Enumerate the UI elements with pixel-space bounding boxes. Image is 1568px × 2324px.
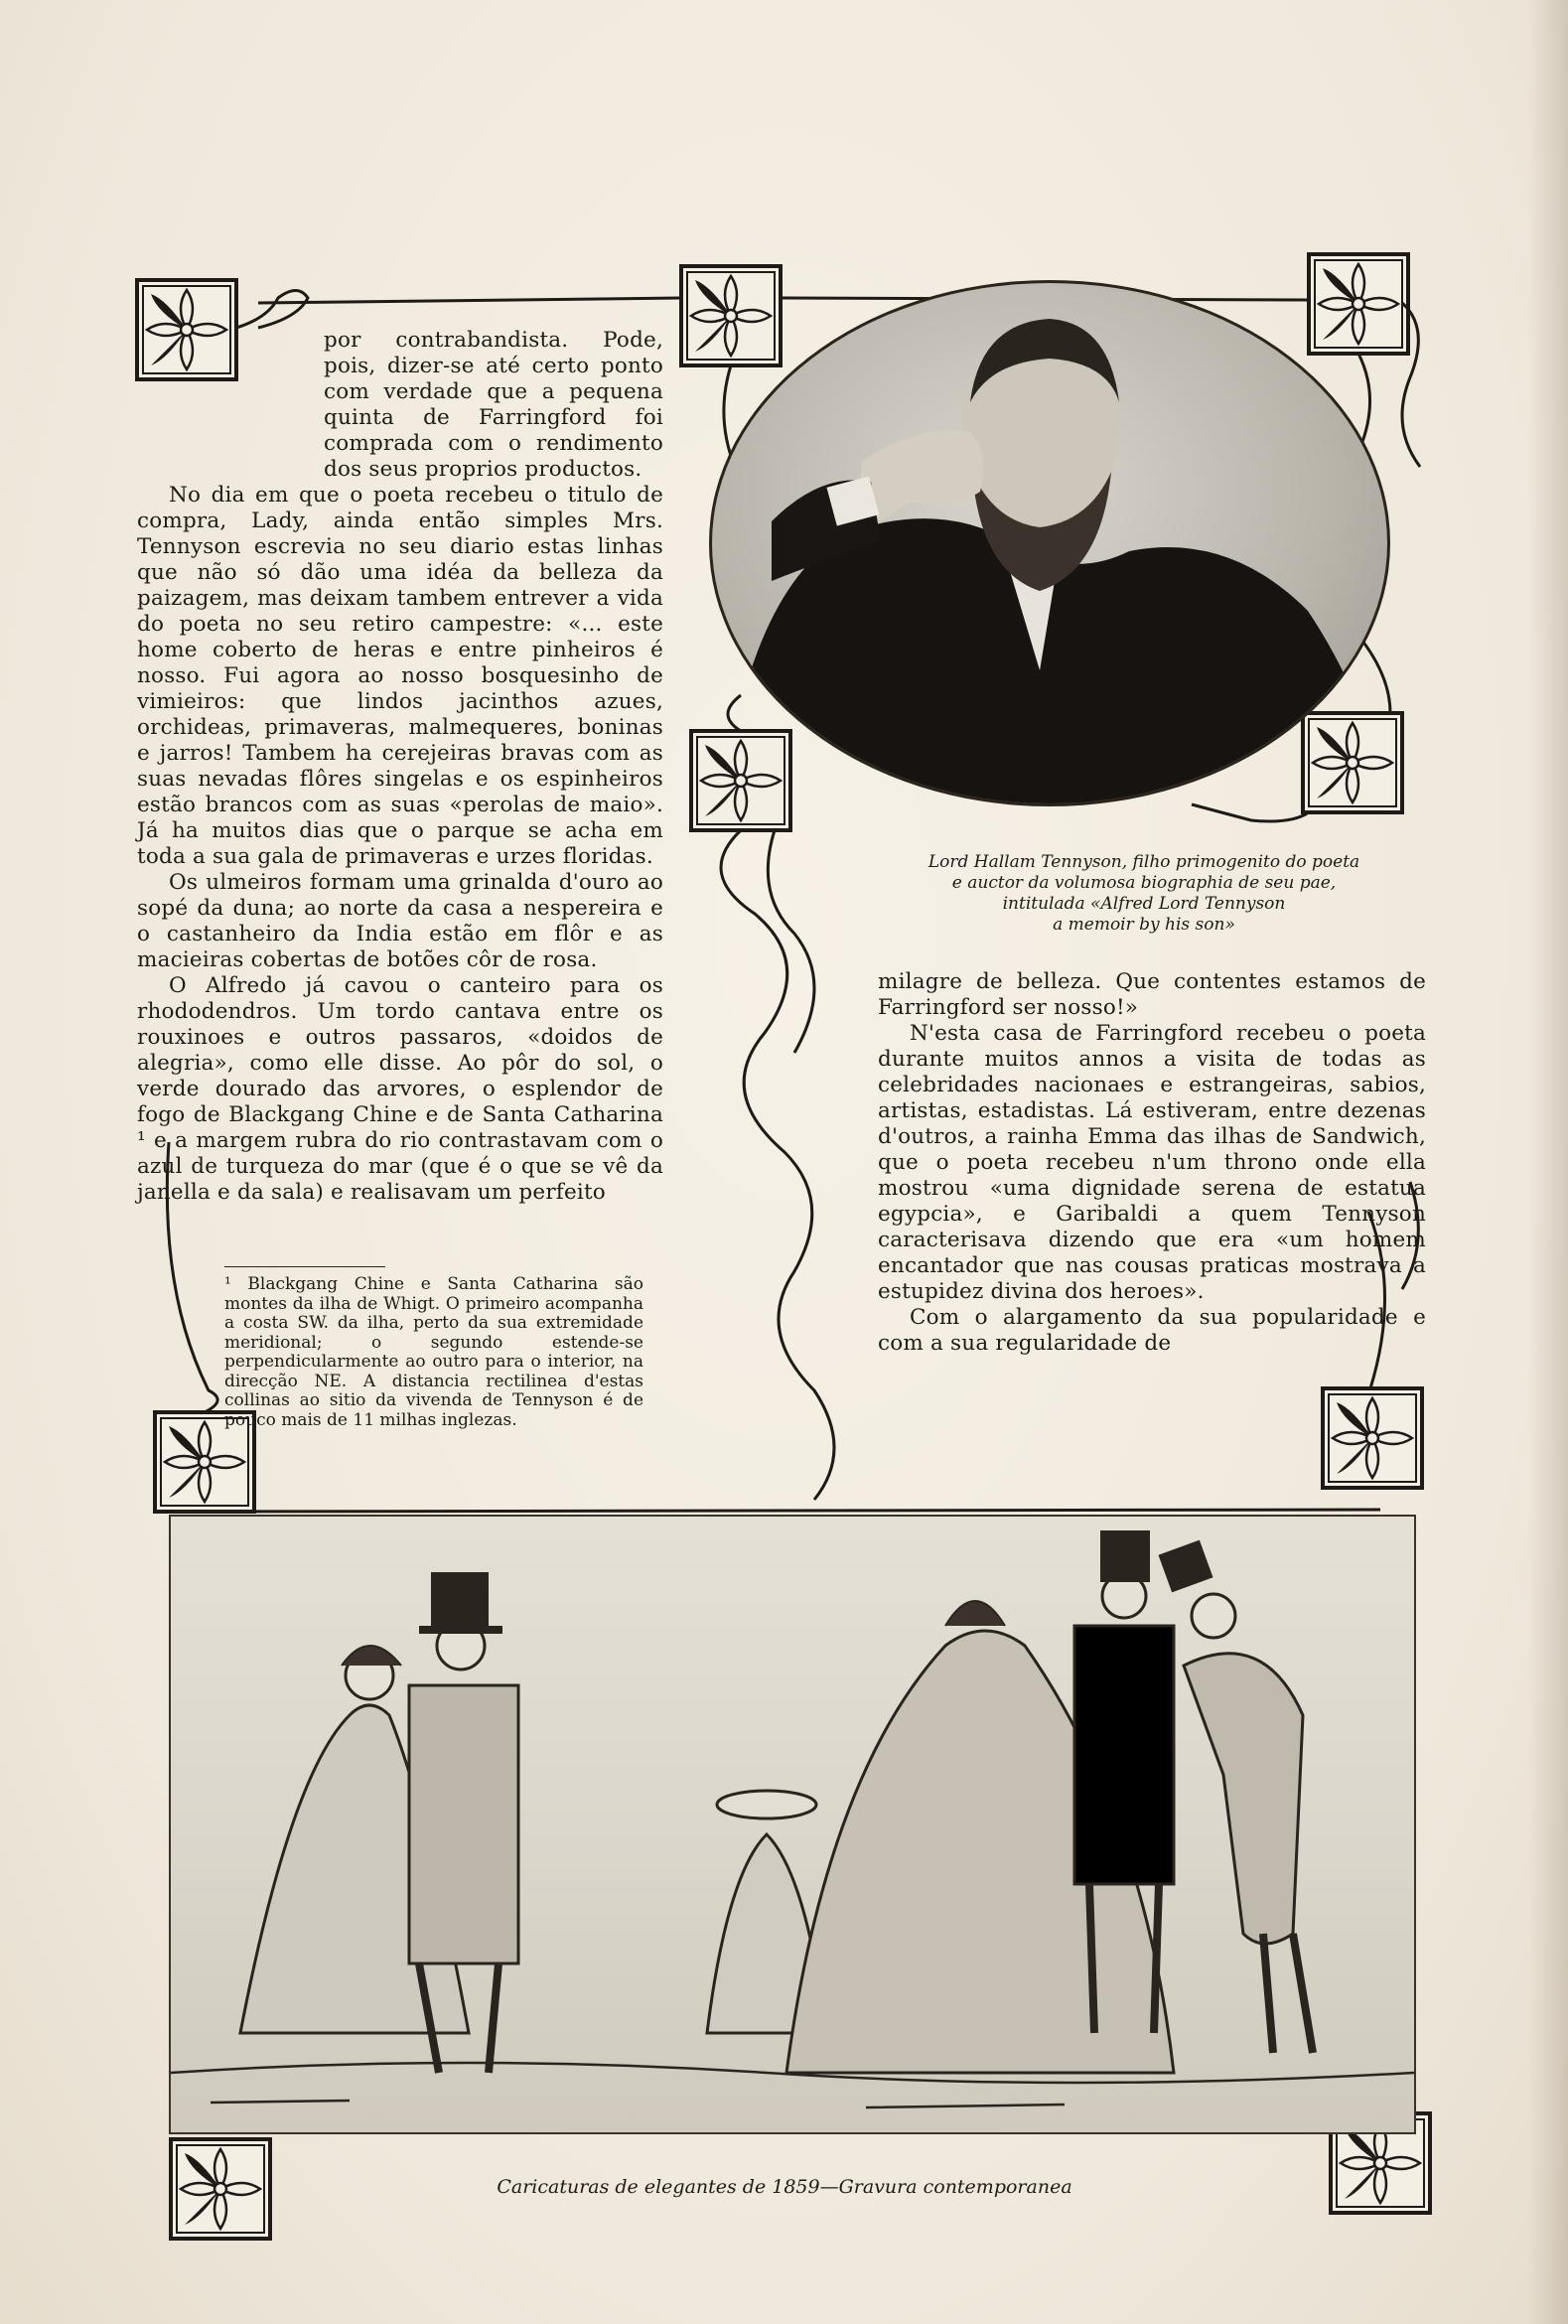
portrait-caption-line: a memoir by his son» bbox=[1053, 915, 1235, 935]
portrait-caption-line: intitulada «Alfred Lord Tennyson bbox=[1002, 894, 1286, 914]
portrait-caption bbox=[866, 852, 1422, 936]
portrait-caption-line: e auctor da volumosa biographia de seu pae, bbox=[951, 873, 1337, 893]
paragraph: No dia em que o poeta recebeu o titulo de compra, Lady, ainda então simples Mrs. Tennyson escrevia no seu diario estas linhas que não só dão uma idéa da belleza da paizagem, mas deixam tambem entrever a vida do poeta no seu retiro campestre: «... este home coberto de heras e entre pinheiros é nosso. Fui agora ao nosso bosquesinho de vimieiros: que lindos jacinthos azues, orchideas, primaveras, malmequeres, boninas e jarros! Tambem ha cerejeiras bravas com as suas nevadas flôres singelas e os espinheiros estão brancos com as suas «perolas de maio». Já ha muitos dias que o parque se acha em toda a sua gala de primaveras e urzes floridas. bbox=[137, 483, 663, 869]
paragraph: O Alfredo já cavou o canteiro para os rhododendros. Um tordo cantava entre os rouxinoes e outros passaros, «doidos de alegria», como elle disse. Ao pôr do sol, o verde dourado das arvores, o esplendor de fogo de Blackgang Chine e de Santa Catharina ¹ e a margem rubra do rio contrastavam com o azul de turqueza do mar (que é o que se vê da janella e da sala) e realisavam um perfeito bbox=[137, 973, 663, 1205]
paragraph: Os ulmeiros formam uma grinalda d'ouro ao sopé da duna; ao norte da casa a nespereira e o castanheiro da India estão em flôr e as macieiras cobertas de botões côr de rosa. bbox=[137, 870, 663, 972]
portrait-drawing bbox=[712, 283, 1387, 803]
portrait-caption-line: Lord Hallam Tennyson, filho primogenito do poeta bbox=[927, 852, 1360, 872]
portrait-photo bbox=[709, 280, 1390, 806]
paragraph: milagre de belleza. Que contentes estamos de Farringford ser nosso!» bbox=[878, 969, 1426, 1020]
footnote-text: ¹ Blackgang Chine e Santa Catharina são montes da ilha de Whigt. O primeiro acompanha a costa SW. da ilha, perto da sua extremidade meridional; o segundo estende-se perpendicularmente ao outro para o interior, na direcção NE. A distancia rectilinea d'estas collinas ao sitio da vivenda de Tennyson é de pouco mais de 11 milhas inglezas. bbox=[224, 1274, 643, 1430]
engraving-illustration bbox=[169, 1515, 1416, 2134]
footnote bbox=[224, 1275, 643, 1430]
engraving-drawing bbox=[171, 1517, 1414, 2132]
illustration-caption: Caricaturas de elegantes de 1859—Gravura contemporanea bbox=[497, 2176, 1072, 2198]
paragraph: por contrabandista. Pode, pois, dizer-se até certo ponto com verdade que a pequena quinta de Farringford foi comprada com o rendimento dos seus proprios productos. bbox=[324, 328, 663, 482]
footnote-rule bbox=[224, 1266, 385, 1267]
right-column bbox=[878, 969, 1426, 1357]
paragraph: N'esta casa de Farringford recebeu o poeta durante muitos annos a visita de todas as celebridades nacionaes e estrangeiras, sabios, artistas, estadistas. Lá estiveram, entre dezenas d'outros, a rainha Emma das ilhas de Sandwich, que o poeta recebeu n'um throno onde ella mostrou «uma dignidade serena de estatua egypcia», e Garibaldi a quem Tennyson caracterisava dizendo que era «um homem encantador que nas cousas praticas mostrava a estupidez divina dos heroes». bbox=[878, 1021, 1426, 1304]
paragraph: Com o alargamento da sua popularidade e com a sua regularidade de bbox=[878, 1305, 1426, 1356]
left-column bbox=[137, 328, 663, 1206]
